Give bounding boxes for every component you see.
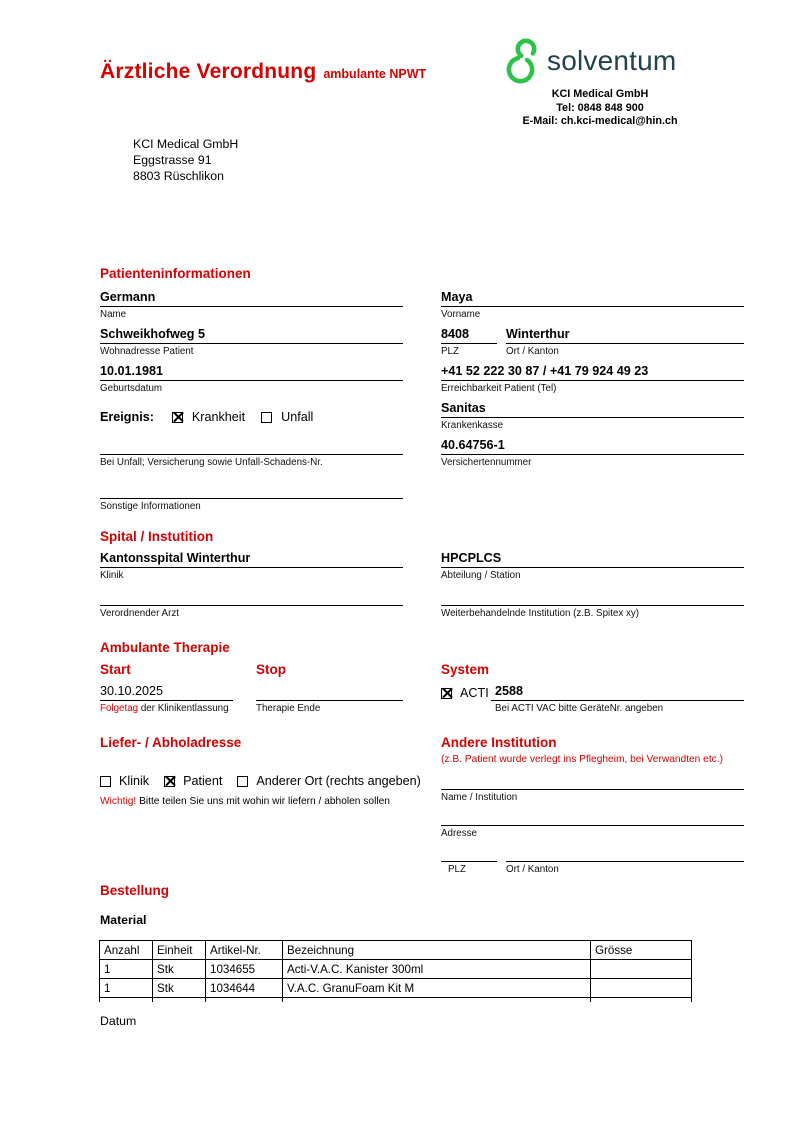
field-weiterbehandelnde-blank[interactable] bbox=[441, 589, 744, 606]
checkbox-patient[interactable] bbox=[164, 776, 175, 787]
field-inst-plz bbox=[441, 845, 497, 875]
field-geburtsdatum bbox=[100, 364, 403, 394]
field-therapie-start bbox=[100, 684, 233, 714]
field-name-label: Name bbox=[100, 309, 127, 320]
field-abteilung-label: Abteilung / Station bbox=[441, 570, 521, 581]
event-label: Ereignis: bbox=[100, 410, 154, 424]
section-heading-liefer: Liefer- / Abholadresse bbox=[100, 735, 242, 750]
material-row bbox=[100, 979, 692, 998]
field-klinik bbox=[100, 551, 403, 581]
field-therapie-ende-label: Therapie Ende bbox=[256, 703, 321, 714]
field-abteilung-value: HPCPLCS bbox=[441, 551, 744, 568]
field-unfall-nr bbox=[100, 438, 403, 468]
field-inst-plz-label: PLZ bbox=[448, 864, 466, 875]
material-cell: 1 bbox=[100, 960, 153, 979]
checkbox-acti[interactable] bbox=[441, 688, 452, 699]
event-row bbox=[100, 410, 313, 424]
field-inst-adresse bbox=[441, 809, 744, 839]
field-unfall-nr-label: Bei Unfall; Versicherung sowie Unfall-Schadens-Nr. bbox=[100, 457, 323, 468]
material-table bbox=[99, 940, 692, 1002]
material-cell: 1034644 bbox=[206, 979, 283, 998]
field-krankenkasse bbox=[441, 401, 744, 431]
field-versichertennummer-value: 40.64756-1 bbox=[441, 438, 744, 455]
solventum-wordmark: solventum bbox=[547, 45, 677, 76]
section-heading-system: System bbox=[441, 662, 490, 677]
material-col-header: Bezeichnung bbox=[283, 941, 591, 960]
section-heading-andere-institution: Andere Institution bbox=[441, 735, 557, 750]
field-versichertennummer-label: Versichertennummer bbox=[441, 457, 532, 468]
field-phone bbox=[441, 364, 744, 394]
field-inst-adresse-blank[interactable] bbox=[441, 809, 744, 826]
field-geraete-nr-label: Bei ACTI VAC bitte GeräteNr. angeben bbox=[495, 703, 664, 714]
material-cell: V.A.C. GranuFoam Kit M bbox=[283, 979, 591, 998]
field-inst-name-label: Name / Institution bbox=[441, 792, 518, 803]
material-stub-cell bbox=[206, 998, 283, 1002]
therapy-start-label-red: Folgetag bbox=[100, 703, 139, 714]
material-stub-cell bbox=[591, 998, 692, 1002]
checkbox-patient-label: Patient bbox=[183, 774, 223, 788]
material-cell: 1034655 bbox=[206, 960, 283, 979]
field-therapie-start-value: 30.10.2025 bbox=[100, 684, 233, 701]
contact-email: E-Mail: ch.kci-medical@hin.ch bbox=[522, 115, 678, 127]
field-geraete-nr bbox=[491, 684, 744, 714]
contact-company: KCI Medical GmbH bbox=[551, 88, 649, 100]
checkbox-krankheit-label: Krankheit bbox=[191, 410, 246, 424]
material-cell bbox=[591, 979, 692, 998]
material-cell bbox=[591, 960, 692, 979]
field-therapie-ende-blank[interactable] bbox=[256, 684, 403, 701]
therapy-start-heading: Start bbox=[100, 662, 131, 677]
material-stub-cell bbox=[283, 998, 591, 1002]
checkbox-acti-label: ACTI bbox=[460, 686, 489, 700]
field-sonstige-info-label: Sonstige Informationen bbox=[100, 501, 201, 512]
checkbox-unfall-label: Unfall bbox=[281, 410, 314, 424]
field-inst-ort-label: Ort / Kanton bbox=[506, 864, 559, 875]
delivery-note-rest: Bitte teilen Sie uns mit wohin wir liefern / abholen sollen bbox=[136, 796, 390, 807]
field-name bbox=[100, 290, 403, 320]
field-phone-value: +41 52 222 30 87 / +41 79 924 49 23 bbox=[441, 364, 744, 381]
field-plz-value: 8408 bbox=[441, 327, 497, 344]
field-therapie-start-label bbox=[100, 701, 233, 714]
contact-block bbox=[460, 88, 740, 129]
solventum-logo bbox=[505, 38, 705, 84]
delivery-note bbox=[100, 796, 390, 807]
material-cell: 1 bbox=[100, 979, 153, 998]
delivery-options-row bbox=[100, 774, 421, 788]
material-subheading: Material bbox=[100, 913, 147, 927]
field-vorname bbox=[441, 290, 744, 320]
field-therapie-ende bbox=[256, 684, 403, 714]
field-verordnender-arzt bbox=[100, 589, 403, 619]
delivery-note-important: Wichtig! bbox=[100, 796, 137, 807]
checkbox-unfall[interactable] bbox=[261, 412, 272, 423]
field-klinik-label: Klinik bbox=[100, 570, 124, 581]
material-table-header-row bbox=[100, 941, 692, 960]
field-inst-plz-blank[interactable] bbox=[441, 845, 497, 862]
field-name-value: Germann bbox=[100, 290, 403, 307]
field-phone-label: Erreichbarkeit Patient (Tel) bbox=[441, 383, 557, 394]
field-geburtsdatum-value: 10.01.1981 bbox=[100, 364, 403, 381]
therapy-start-label-rest: der Klinikentlassung bbox=[138, 703, 229, 714]
field-wohnadresse-value: Schweikhofweg 5 bbox=[100, 327, 403, 344]
field-wohnadresse bbox=[100, 327, 403, 357]
field-inst-ort bbox=[506, 845, 744, 875]
field-verordnender-arzt-label: Verordnender Arzt bbox=[100, 608, 179, 619]
material-col-header: Anzahl bbox=[100, 941, 153, 960]
field-ort-kanton bbox=[506, 327, 744, 357]
material-row bbox=[100, 960, 692, 979]
sender-line3: 8803 Rüschlikon bbox=[133, 169, 224, 183]
field-verordnender-arzt-blank[interactable] bbox=[100, 589, 403, 606]
field-unfall-nr-blank[interactable] bbox=[100, 438, 403, 455]
section-heading-spital: Spital / Instutition bbox=[100, 529, 214, 544]
contact-tel: Tel: 0848 848 900 bbox=[556, 101, 644, 114]
field-inst-name bbox=[441, 773, 744, 803]
field-weiterbehandelnde bbox=[441, 589, 744, 619]
field-inst-ort-blank[interactable] bbox=[506, 845, 744, 862]
section-heading-bestellung: Bestellung bbox=[100, 883, 170, 898]
therapy-stop-heading: Stop bbox=[256, 662, 286, 677]
material-col-header: Artikel-Nr. bbox=[206, 941, 283, 960]
andere-institution-subnote: (z.B. Patient wurde verlegt ins Pflegheim, bei Verwandten etc.) bbox=[441, 754, 723, 765]
field-weiterbehandelnde-label: Weiterbehandelnde Institution (z.B. Spitex xy) bbox=[441, 608, 640, 619]
material-stub-cell bbox=[153, 998, 206, 1002]
material-stub-row bbox=[100, 998, 692, 1002]
field-krankenkasse-label: Krankenkasse bbox=[441, 420, 504, 431]
checkbox-anderer-ort-label: Anderer Ort (rechts angeben) bbox=[256, 774, 421, 788]
checkbox-krankheit[interactable] bbox=[172, 412, 183, 423]
field-vorname-label: Vorname bbox=[441, 309, 481, 320]
sender-line2: Eggstrasse 91 bbox=[133, 153, 212, 167]
field-sonstige-info bbox=[100, 482, 403, 512]
field-inst-adresse-label: Adresse bbox=[441, 828, 477, 839]
field-ort-kanton-value: Winterthur bbox=[506, 327, 744, 344]
field-geburtsdatum-label: Geburtsdatum bbox=[100, 383, 163, 394]
field-klinik-value: Kantonsspital Winterthur bbox=[100, 551, 403, 568]
date-label: Datum bbox=[100, 1014, 137, 1028]
system-row bbox=[441, 686, 489, 700]
field-ort-kanton-label: Ort / Kanton bbox=[506, 346, 559, 357]
section-heading-therapie: Ambulante Therapie bbox=[100, 640, 230, 655]
sender-line1: KCI Medical GmbH bbox=[133, 137, 239, 151]
material-col-header: Einheit bbox=[153, 941, 206, 960]
field-vorname-value: Maya bbox=[441, 290, 744, 307]
sender-address bbox=[133, 136, 238, 184]
material-cell: Acti-V.A.C. Kanister 300ml bbox=[283, 960, 591, 979]
field-versichertennummer bbox=[441, 438, 744, 468]
field-krankenkasse-value: Sanitas bbox=[441, 401, 744, 418]
checkbox-klinik[interactable] bbox=[100, 776, 111, 787]
field-plz-label: PLZ bbox=[441, 346, 459, 357]
section-heading-patient: Patienteninformationen bbox=[100, 266, 251, 281]
field-abteilung bbox=[441, 551, 744, 581]
page-subtitle: ambulante NPWT bbox=[323, 67, 427, 81]
material-stub-cell bbox=[100, 998, 153, 1002]
solventum-s-icon bbox=[505, 38, 539, 84]
field-sonstige-info-blank[interactable] bbox=[100, 482, 403, 499]
field-plz bbox=[441, 327, 497, 357]
material-cell: Stk bbox=[153, 979, 206, 998]
checkbox-klinik-label: Klinik bbox=[119, 774, 150, 788]
material-cell: Stk bbox=[153, 960, 206, 979]
page-title: Ärztliche Verordnung bbox=[100, 60, 317, 83]
document-title-block bbox=[100, 60, 426, 84]
field-geraete-nr-value: 2588 bbox=[491, 684, 744, 701]
field-wohnadresse-label: Wohnadresse Patient bbox=[100, 346, 194, 357]
field-inst-name-blank[interactable] bbox=[441, 773, 744, 790]
material-col-header: Grösse bbox=[591, 941, 692, 960]
checkbox-anderer-ort[interactable] bbox=[237, 776, 248, 787]
